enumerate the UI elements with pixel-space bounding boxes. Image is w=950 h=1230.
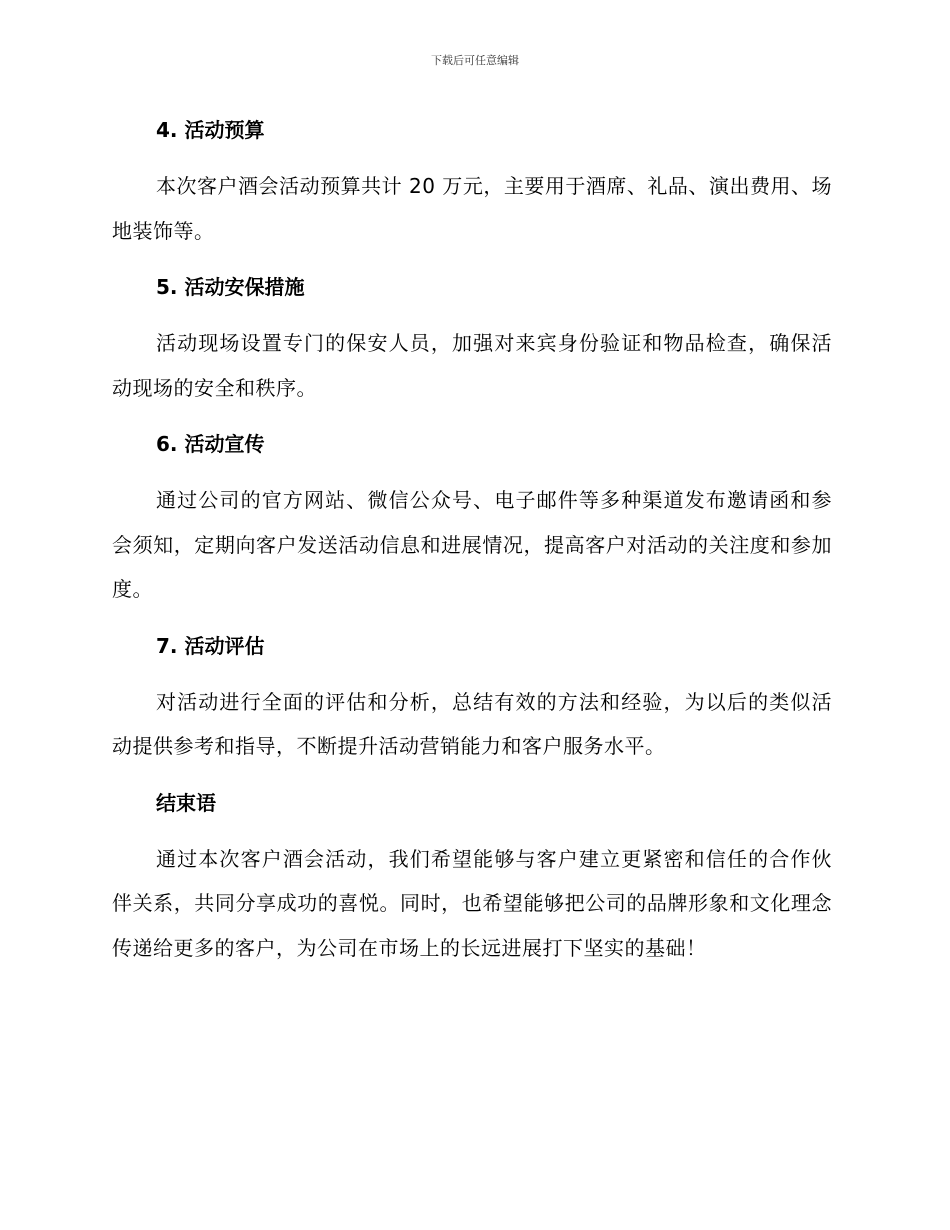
section-heading-conclusion: 结束语 [156, 790, 216, 815]
section-heading-security: 5. 活动安保措施 [156, 275, 305, 299]
section-body-promotion: 通过公司的官方网站、微信公众号、电子邮件等多种渠道发布邀请函和参会须知，定期向客户发送活动信息和进展情况，提高客户对活动的关注度和参加度。 [112, 488, 832, 601]
section-body-budget: 本次客户酒会活动预算共计 20 万元，主要用于酒席、礼品、演出费用、场地装饰等。 [112, 174, 832, 243]
section-body-security: 活动现场设置专门的保安人员，加强对来宾身份验证和物品检查，确保活动现场的安全和秩序。 [112, 331, 832, 400]
section-heading-promotion: 6. 活动宣传 [156, 432, 265, 456]
header-note: 下载后可任意编辑 [431, 54, 519, 67]
section-body-conclusion: 通过本次客户酒会活动，我们希望能够与客户建立更紧密和信任的合作伙伴关系，共同分享成功的喜悦。同时，也希望能够把公司的品牌形象和文化理念传递给更多的客户，为公司在市场上的长远进展打下坚实的基础！ [112, 846, 832, 960]
document-content [112, 110, 832, 970]
section-heading-evaluation: 7. 活动评估 [156, 633, 265, 658]
section-body-evaluation: 对活动进行全面的评估和分析，总结有效的方法和经验，为以后的类似活动提供参考和指导，不断提升活动营销能力和客户服务水平。 [112, 689, 832, 758]
section-heading-budget: 4. 活动预算 [156, 118, 265, 142]
